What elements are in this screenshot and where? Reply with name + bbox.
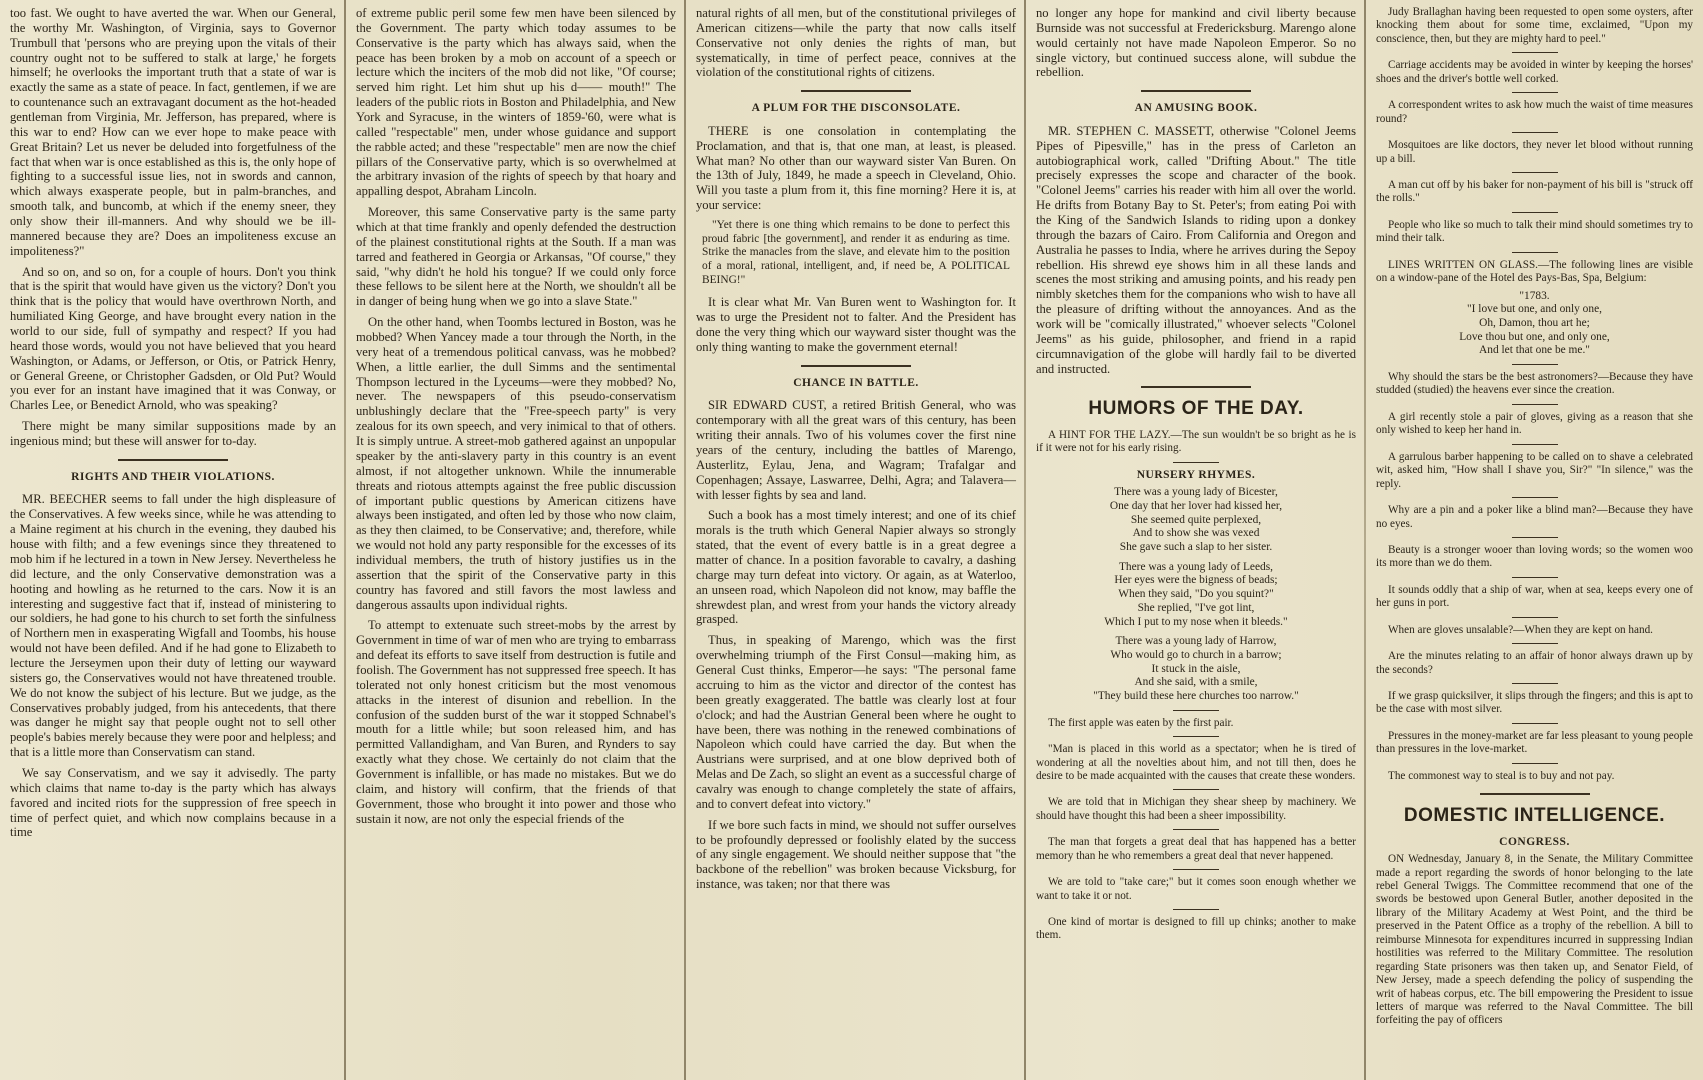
window-verse <box>1376 290 1693 358</box>
humor-item: A correspondent writes to ask how much the waist of time measures round? <box>1376 99 1693 125</box>
item-separator <box>1173 710 1219 711</box>
item-separator <box>1173 829 1219 830</box>
humor-item: We are told that in Michigan they shear sheep by machinery. We should have thought this had been a sheer impossibility. <box>1036 796 1356 822</box>
humor-item: A man cut off by his baker for non-payment of his bill is "struck off the rolls." <box>1376 178 1693 205</box>
rhyme-line: "They build these here churches too narrow." <box>1093 689 1299 702</box>
rhyme-line: She gave such a slap to her sister. <box>1119 541 1273 554</box>
humor-item: A girl recently stole a pair of gloves, giving as a reason that she only wished to keep her hand in. <box>1376 410 1693 437</box>
item-separator <box>1512 444 1558 445</box>
paragraph: no longer any hope for mankind and civil liberty because Burnside was not successful at Fredericksburg. Marengo alone would certainly not have made Napoleon Emperor. So no single victory, but continued success alone, will subdue the rebellion. <box>1036 6 1356 80</box>
item-separator <box>1512 212 1558 213</box>
item-separator <box>1512 617 1558 618</box>
humor-item: Pressures in the money-market are far less pleasant to young people than pressures in the love-market. <box>1376 729 1693 756</box>
verse-line: Love thou but one, and only one, <box>1459 330 1610 343</box>
item-separator <box>1173 789 1219 790</box>
article-heading: A PLUM FOR THE DISCONSOLATE. <box>751 102 961 115</box>
rhyme-line: She seemed quite perplexed, <box>1130 513 1262 526</box>
item-separator <box>1512 92 1558 93</box>
humor-item: Beauty is a stronger wooer than loving words; so the women woo its more than we do them. <box>1376 543 1693 570</box>
humor-item: The man that forgets a great deal that has happened has a better memory than he who remembers a great deal that never happened. <box>1036 836 1356 862</box>
article-heading: AN AMUSING BOOK. <box>1134 102 1258 115</box>
paragraph: Such a book has a most timely interest; and one of its chief morals is the truth which General Napier always so strongly stated, that the event of every battle is in a great degree a matter of chance. In a position favorable to cavalry, a dashing charge may turn defeat into victory. Or again, as at Waterloo, an unseen road, which Napoleon did not know, may baffle the shrewdest plan, and wrest from your hands the victory already grasped. <box>696 508 1016 627</box>
paragraph: too fast. We ought to have averted the war. When our General, the worthy Mr. Washington, of Virginia, says to Governor Trumbull that 'persons who are preying upon the vitals of their country ought not to be suffered to stalk at large,' he forgets himself; he overlooks the important truth that a state of war is exactly the same as a state of peace. In fact, gentlemen, if we are to countenance such an extravagant document as the hot-headed gentleman from Virginia, Mr. Jefferson, has prepared, where is this war to end? How can we ever hope to make peace with Great Britain? Let us never be deluded into forgetfulness of the fact that when war is once established as this is, the only hope of fighting to a successful issue lies, not in swords and cannon, which always exasperate people, but in palm-branches, and smooth talk, and buncomb, at which if the enemy sneer, they only show their ill-manners. And why should we be ill-mannered because they are? Does an impoliteness excuse an impoliteness?" <box>10 6 336 258</box>
rhyme-line: There was a young lady of Leeds, <box>1118 560 1274 573</box>
rhyme-line: One day that her lover had kissed her, <box>1109 500 1283 512</box>
paragraph: To attempt to extenuate such street-mobs by the arrest by Government in time of war of men who are trying to embarrass and defeat its efforts to save itself from destruction is futile and foolish. The Government has not suppressed free speech. It has tolerated not only honest criticism but the most venomous attacks in the interest of disunion and rebellion. In the confusion of the sudden burst of the war it stopped Schnabel's mouth for a little while; but soon released him, and has permitted Vallandigham, and Van Buren, and Rynders to say exactly what they chose. We certainly do not claim that the Government is infallible, or has made no mistakes. But we do claim, and history will confirm, that the friends of that Government, those who brought it into power and those who sustain it now, are not only the especial friends of the <box>356 618 676 826</box>
paragraph: of extreme public peril some few men have been silenced by the Government. The party which today assumes to be Conservative is the party which has always said, when the peace has been broken by a mob on account of a speech or lecture which the inciters of the mob did not like, "Of course; served him right. Let him shut up his d—— mouth!" The leaders of the public riots in Boston and Philadelphia, and New York and Syracuse, in the winters of 1859-'60, were what is called "respectable" men, under whose guidance and support the rabble acted; and these "respectable" men are now the chief pillars of the Conservative party, which is so overwhelmed at the arbitrary invasion of the rights of speech by that hoary and appalling despot, Abraham Lincoln. <box>356 6 676 199</box>
item-separator <box>1512 364 1558 365</box>
quotation: "Yet there is one thing which remains to be done to perfect this proud fabric [the government], and render it as enduring as time. Strike the manacles from the slave, and elevate him to the position of a moral, rational, intelligent, and, if need be, A POLITICAL BEING!" <box>702 219 1010 286</box>
rhyme-line: There was a young lady of Bicester, <box>1114 486 1278 499</box>
humor-item: If we grasp quicksilver, it slips through the fingers; and this is apt to be the case with most silver. <box>1376 690 1693 716</box>
item-separator <box>1512 52 1558 53</box>
paragraph: ON Wednesday, January 8, in the Senate, the Military Committee made a report regarding the swords of honor belonging to the late rebel General Twiggs. The Committee recommend that one of the swords be bestowed upon General Butler, another deposited in the library of the Military Academy at West Point, and the third be preserved in the Patent Office as a trophy of the rebellion. A bill to reimburse Minnesota for expenditures incurred in suppressing Indian hostilities was referred to the Military Committee. The resolution regarding State prisoners was then taken up, and Senator Field, of New Jersey, made a speech defending the policy of suspending the writ of habeas corpus, etc. The bill empowering the President to issue letters of marque was referred to the Naval Committee. The bill forfeiting the pay of officers <box>1376 853 1693 1027</box>
article-heading: RIGHTS AND THEIR VIOLATIONS. <box>71 470 275 483</box>
section-rule <box>1141 90 1251 92</box>
article-heading: CHANCE IN BATTLE. <box>793 376 919 389</box>
humor-item: People who like so much to talk their mind should sometimes try to mind their talk. <box>1376 218 1693 245</box>
rhyme-line: And she said, with a smile, <box>1134 676 1258 689</box>
rhyme <box>1036 561 1356 629</box>
rhyme-line: Who would go to church in a barrow; <box>1110 648 1282 661</box>
item-separator <box>1173 736 1219 737</box>
item-separator <box>1512 404 1558 405</box>
article-heading: NURSERY RHYMES. <box>1136 468 1256 481</box>
item-separator <box>1512 643 1558 644</box>
column-1 <box>0 0 346 1080</box>
humor-item: "Man is placed in this world as a spectator; when he is tired of wondering at all the novelties about him, and not till then, does he desire to be made acquainted with the causes that create these wonders. <box>1036 743 1356 782</box>
paragraph: We say Conservatism, and we say it advisedly. The party which claims that name to-day is the party which has always favored and incited riots for the suppression of free speech in time of perfect quiet, and which now complains because in a time <box>10 765 336 840</box>
paragraph: Thus, in speaking of Marengo, which was the first overwhelming triumph of the First Consul—making him, as General Cust thinks, Emperor—he says: "The personal fame accruing to him as the victor and director of the contest has been greatly exaggerated. The battle was clearly lost at four o'clock; and had the Austrian General been where he ought to have been, there was nothing in the renewed combinations of Napoleon which could have carried the day. But when the Austrians were surprised, and at one blow deprived both of Melas and De Zach, so slight an event as a successful charge of cavalry was enough to change completely the state of affairs, and to convert defeat into victory." <box>696 633 1016 811</box>
paragraph: If we bore such facts in mind, we should not suffer ourselves to be profoundly depressed or foolishly elated by the success of any single engagement. We should neither suppose that "the backbone of the rebellion" was broken because Vicksburg, for instance, was taken; nor that there was <box>696 817 1016 892</box>
section-rule <box>1480 793 1590 795</box>
paragraph: It is clear what Mr. Van Buren went to Washington for. It was to urge the President not to falter. And the President has done the very thing which our wayward sister thought was the only thing wanting to make the government eternal! <box>696 295 1016 355</box>
item-separator <box>1512 683 1558 684</box>
item-separator <box>1512 252 1558 253</box>
item-separator <box>1512 172 1558 173</box>
item-separator <box>1173 909 1219 910</box>
paragraph: MR. BEECHER seems to fall under the high displeasure of the Conservatives. A few weeks since, while he was attending to a Maine regiment at his church in the evening, they daubed his house with filth; and a few evenings since they threatened to mob him if he lectured in a town in New Jersey. Nevertheless he did lecture, and the only Conservative demonstration was a hooting and howling as he returned to the cars. Now it is an interesting and suggestive fact that if, instead of ministering to our soldiers, he had gone to his church to set forth the sinfulness of Northern men in exasperating Wigfall and Toombs, his house would not have been defiled. And if he had gone to Elizabeth to lecture the Jerseymen upon their duty of letting our wayward sisters go, the Conservatives would not have threatened trouble. We do not know the subject of his lecture. But we judge, as the Conservatives probably judged, from his antecedents, that there was danger he might say that people ought not to sell other people's babies merely because they were poor and helpless; and that is a little more than Conservatism can stand. <box>10 492 336 760</box>
verse-line: "1783. <box>1519 289 1550 302</box>
humor-item: Are the minutes relating to an affair of honor always drawn up by the seconds? <box>1376 650 1693 676</box>
article-heading: CONGRESS. <box>1499 835 1570 848</box>
section-rule <box>801 90 911 92</box>
item-separator <box>1512 577 1558 578</box>
paragraph: There might be many similar suppositions made by an ingenious mind; but these will answer for to-day. <box>10 419 336 449</box>
column-4 <box>1026 0 1366 1080</box>
humor-item: Why are a pin and a poker like a blind man?—Because they have no eyes. <box>1376 504 1693 530</box>
item-separator <box>1512 497 1558 498</box>
paragraph: MR. STEPHEN C. MASSETT, otherwise "Colonel Jeems Pipes of Pipesville," has in the press of Carleton an autobiographical work, called "Drifting About." The title precisely expresses the scope and character of the book. "Colonel Jeems" carries his reader with him all over the world. He drifts from Botany Bay to St. Peter's; from eating Poi with the King of the Sandwich Islands to riding upon a donkey through the bazars of Cairo. From California and Oregon and Australia he passes to India, where he arrives during the Sepoy rebellion. His shrewd eye shows him in all these lands and scenes the most striking and amusing points, and his ready pen nimbly sketches them for the companions who wish to have all the pleasure of drifting without the annoyances. And as the work will be "comically illustrated," whoever selects "Colonel Jeems" as his guide, philosopher, and friend in a rapid circumnavigation of the globe will hardly fail to be diverted and instructed. <box>1036 123 1356 376</box>
humor-item: Carriage accidents may be avoided in winter by keeping the horses' shoes and the driver's bottle well corked. <box>1376 59 1693 85</box>
item-separator <box>1173 869 1219 870</box>
item-separator <box>1512 132 1558 133</box>
rhyme-line: Her eyes were the bigness of beads; <box>1114 574 1278 587</box>
paragraph: SIR EDWARD CUST, a retired British General, who was contemporary with all the great wars of this century, has been writing their annals. Two of his volumes cover the first nine years of the century, including the battles of Marengo, Austerlitz, Eylau, Jena, and Wagram; Trafalgar and Copenhagen; Assaye, Laswarree, Delhi, Agra; and Talavera—with lesser fights by sea and land. <box>696 398 1016 502</box>
item-separator <box>1512 537 1558 538</box>
humor-item: LINES WRITTEN ON GLASS.—The following lines are visible on a window-pane of the Hotel des Pays-Bas, Spa, Belgium: <box>1376 258 1693 285</box>
section-rule <box>801 365 911 367</box>
item-separator <box>1512 723 1558 724</box>
paragraph: Moreover, this same Conservative party is the same party which at that time frankly and openly defended the destruction of the plainest constitutional rights at the South. If a man was tarred and feathered in Georgia or Arkansas, "Of course," they said, "why didn't he hold his tongue? If we could only force these fellows to be silent here at the North, we shouldn't all be in danger of being hung when we go into a slave State." <box>356 205 676 309</box>
humor-item: Judy Brallaghan having been requested to open some oysters, after knocking them about for some time, exclaimed, "Upon my conscience, then, but they are mighty hard to peel." <box>1376 6 1693 45</box>
section-rule <box>118 459 228 461</box>
humor-item: We are told to "take care;" but it comes soon enough whether we want to take it or not. <box>1036 876 1356 902</box>
paragraph: THERE is one consolation in contemplating the Proclamation, and that is, that one man, at least, is pleased. What man? No other than our wayward sister Van Buren. On the 13th of July, 1849, he made a speech in Cleveland, Ohio. Will you taste a plum from it, this fine morning? Here it is, at your service: <box>696 123 1016 213</box>
verse-line: "I love but one, and only one, <box>1467 303 1602 316</box>
item-separator <box>1512 763 1558 764</box>
humor-item: One kind of mortar is designed to fill up chinks; another to make them. <box>1036 916 1356 942</box>
section-rule <box>1141 386 1251 388</box>
verse-line: And let that one be me." <box>1479 344 1590 357</box>
rhyme-line: And to show she was vexed <box>1132 527 1260 540</box>
rhyme-line: She replied, "I've got lint, <box>1137 601 1255 614</box>
humor-item: The commonest way to steal is to buy and not pay. <box>1388 769 1615 782</box>
column-3 <box>686 0 1026 1080</box>
column-2 <box>346 0 686 1080</box>
paragraph: On the other hand, when Toombs lectured in Boston, was he mobbed? When Yancey made a tour through the North, in the very heat of a tremendous political canvass, was he mobbed? When, a little earlier, the dull Simms and the sentimental Thompson lectured in the Lyceums—were they mobbed? No, never. The newspapers of this pseudo-conservatism unblushingly declare that the "Free-speech party" is very zealous for its own speech, and very inimical to that of others. It is simply untrue. A street-mob gathered against an unpopular speaker by the anti-slavery party in this country is an event almost, if not altogether unknown. While the innumerable threats and riotous attempts against the free public discussion of important public questions by American citizens have always been instigated, and often led by those who now claim, as they then claimed, to be Conservative; and, therefore, while we would not hold any party responsible for the excesses of its individual members, the truth of history justifies us in the assertion that the spirit of the Conservative party in this country has favored and still favors the most lawless and dangerous assaults upon individual rights. <box>356 315 676 612</box>
column-5 <box>1366 0 1703 1080</box>
humor-item: A HINT FOR THE LAZY.—The sun wouldn't be so bright as he is if it were not for his early rising. <box>1036 428 1356 455</box>
humor-item: The first apple was eaten by the first pair. <box>1048 716 1234 729</box>
paragraph: And so on, and so on, for a couple of hours. Don't you think that is the spirit that would have given us the victory? Don't you think that is the policy that would have overthrown North, and humiliated King George, and have brought every nation in the world to our side, full of sympathy and respect? If you had heard those words, would you not have believed that you heard Washington, or Adams, or Jefferson, or Otis, or Patrick Henry, or General Greene, or Christopher Gadsden, or Old Put? Would you ever for an instant have imagined that it was Conway, or Charles Lee, or Benedict Arnold, who was speaking? <box>10 264 336 413</box>
verse-line: Oh, Damon, thou art he; <box>1479 316 1590 329</box>
rhyme-line: Which I put to my nose when it bleeds." <box>1104 615 1288 628</box>
humor-item: It sounds oddly that a ship of war, when at sea, keeps every one of her guns in port. <box>1376 583 1693 610</box>
paragraph: natural rights of all men, but of the constitutional privileges of American citizens—while the party that now calls itself Conservative not only denies the rights of man, but systematically, in time of perfect peace, connives at the violation of the constitutional rights of citizens. <box>696 6 1016 80</box>
rhyme-line: It stuck in the aisle, <box>1151 662 1241 675</box>
humor-item: Why should the stars be the best astronomers?—Because they have studded (studied) the heavens ever since the creation. <box>1376 371 1693 397</box>
humor-item: Mosquitoes are like doctors, they never let blood without running up a bill. <box>1376 139 1693 165</box>
humor-item: When are gloves unsalable?—When they are kept on hand. <box>1388 623 1653 636</box>
humor-item: A garrulous barber happening to be called on to shave a celebrated wit, asked him, "How shall I shave you, Sir?" "In silence," was the reply. <box>1376 450 1693 490</box>
rhyme-line: When they said, "Do you squint?" <box>1118 588 1274 601</box>
item-separator <box>1173 462 1219 463</box>
rhyme <box>1036 486 1356 554</box>
rhyme <box>1036 635 1356 703</box>
rhyme-line: There was a young lady of Harrow, <box>1115 635 1277 648</box>
section-heading: HUMORS OF THE DAY. <box>1088 398 1304 420</box>
section-heading: DOMESTIC INTELLIGENCE. <box>1403 805 1666 827</box>
